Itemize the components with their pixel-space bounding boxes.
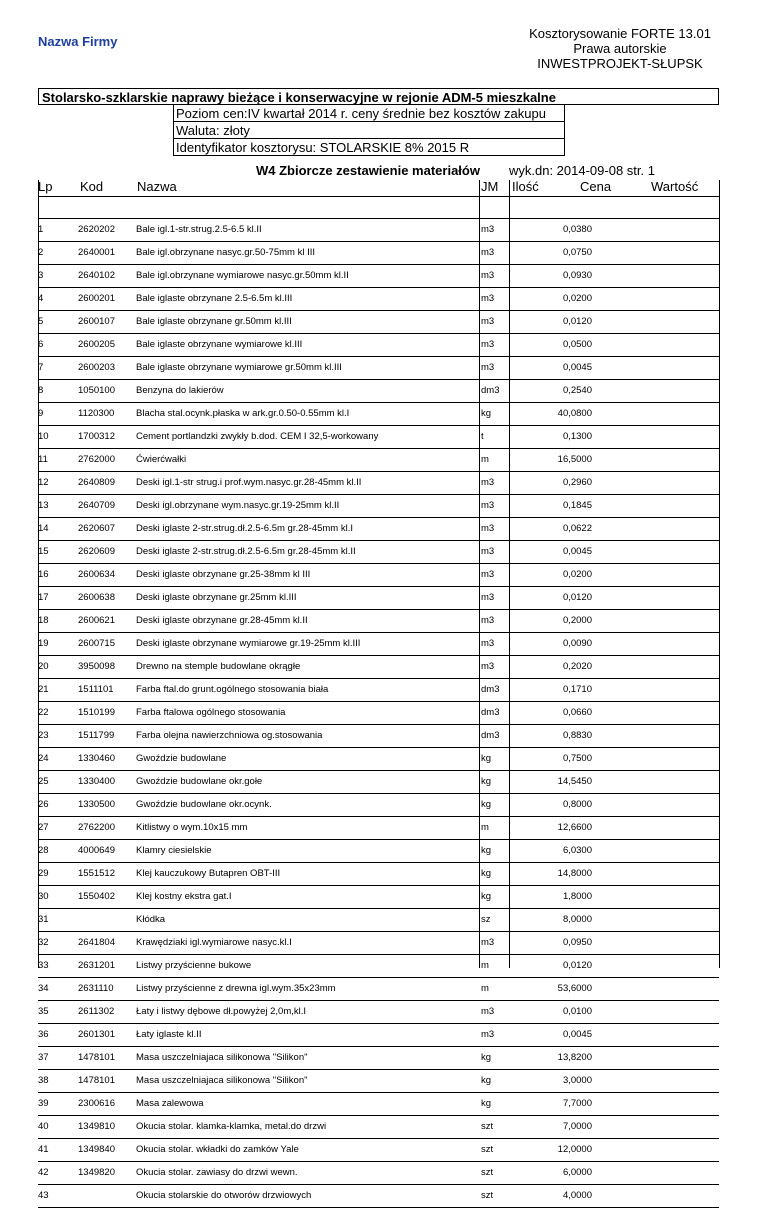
row-name: Okucia stolar. wkładki do zamków Yale — [136, 1144, 299, 1155]
table-row — [38, 218, 719, 241]
row-unit: m3 — [481, 1029, 495, 1040]
row-code: 2620202 — [78, 224, 115, 235]
row-code: 2640709 — [78, 500, 115, 511]
row-name: Bale iglaste obrzynane wymiarowe gr.50mm kl.III — [136, 362, 342, 373]
row-code: 2600205 — [78, 339, 115, 350]
row-code: 1330500 — [78, 799, 115, 810]
row-code: 1330400 — [78, 776, 115, 787]
row-unit: dm3 — [481, 707, 500, 718]
row-lp: 5 — [38, 316, 44, 327]
table-row — [38, 931, 719, 954]
table-row — [38, 908, 719, 931]
row-quantity: 0,0090 — [562, 638, 592, 649]
row-quantity: 6,0300 — [562, 845, 592, 856]
company-name: Nazwa Firmy — [38, 34, 118, 49]
row-name: Drewno na stemple budowlane okrągłe — [136, 661, 301, 672]
row-name: Deski iglaste 2-str.strug.dł.2.5-6.5m gr.28-45mm kl.II — [136, 546, 356, 557]
row-code: 1050100 — [78, 385, 115, 396]
row-quantity: 0,0045 — [562, 546, 592, 557]
row-quantity: 14,5450 — [557, 776, 592, 787]
row-name: Listwy przyścienne bukowe — [136, 960, 252, 971]
row-lp: 35 — [38, 1006, 49, 1017]
row-lp: 41 — [38, 1144, 49, 1155]
row-unit: m3 — [481, 615, 495, 626]
row-name: Bale iglaste obrzynane gr.50mm kl.III — [136, 316, 292, 327]
row-lp: 16 — [38, 569, 49, 580]
row-unit: m3 — [481, 477, 495, 488]
row-unit: kg — [481, 845, 492, 856]
row-quantity: 6,0000 — [562, 1167, 592, 1178]
row-code: 2300616 — [78, 1098, 115, 1109]
row-lp: 2 — [38, 247, 44, 258]
row-name: Bale iglaste obrzynane wymiarowe kl.III — [136, 339, 303, 350]
row-name: Kitlistwy o wym.10x15 mm — [136, 822, 248, 833]
row-quantity: 0,0120 — [562, 592, 592, 603]
row-name: Okucia stolarskie do otworów drzwiowych — [136, 1190, 312, 1201]
row-lp: 32 — [38, 937, 49, 948]
row-code: 2600715 — [78, 638, 115, 649]
table-row — [38, 862, 719, 885]
row-unit: dm3 — [481, 684, 500, 695]
row-unit: dm3 — [481, 385, 500, 396]
row-quantity: 12,6600 — [557, 822, 592, 833]
table-row — [38, 264, 719, 287]
row-name: Deski iglaste obrzynane wymiarowe gr.19-25mm kl.III — [136, 638, 361, 649]
row-quantity: 8,0000 — [562, 914, 592, 925]
row-name: Bale igl.obrzynane nasyc.gr.50-75mm kl III — [136, 247, 316, 258]
row-lp: 18 — [38, 615, 49, 626]
row-code: 2600201 — [78, 293, 115, 304]
row-code: 1511799 — [78, 730, 115, 741]
row-lp: 30 — [38, 891, 49, 902]
row-unit: kg — [481, 408, 492, 419]
estimate-id-info: Identyfikator kosztorysu: STOLARSKIE 8% 2015 R — [173, 139, 565, 156]
table-row — [38, 701, 719, 724]
row-unit: m — [481, 822, 489, 833]
row-lp: 1 — [38, 224, 44, 235]
table-row — [38, 678, 719, 701]
row-code: 2640001 — [78, 247, 115, 258]
table-row — [38, 563, 719, 586]
table-row — [38, 1161, 719, 1184]
row-quantity: 0,0200 — [562, 569, 592, 580]
row-lp: 36 — [38, 1029, 49, 1040]
row-quantity: 0,0950 — [562, 937, 592, 948]
date-page-line: wyk.dn: 2014-09-08 str. 1 — [509, 163, 655, 178]
row-name: Klamry ciesielskie — [136, 845, 212, 856]
table-row — [38, 333, 719, 356]
row-unit: m3 — [481, 500, 495, 511]
row-quantity: 0,0930 — [562, 270, 592, 281]
row-name: Okucia stolar. zawiasy do drzwi wewn. — [136, 1167, 298, 1178]
table-row — [38, 724, 719, 747]
row-unit: m3 — [481, 1006, 495, 1017]
row-unit: dm3 — [481, 730, 500, 741]
row-name: Benzyna do lakierów — [136, 385, 224, 396]
row-lp: 13 — [38, 500, 49, 511]
row-lp: 43 — [38, 1190, 49, 1201]
row-name: Krawędziaki igl.wymiarowe nasyc.kl.I — [136, 937, 292, 948]
row-unit: m3 — [481, 362, 495, 373]
row-name: Łaty i listwy dębowe dł.powyżej 2,0m,kl.I — [136, 1006, 307, 1017]
row-name: Masa zalewowa — [136, 1098, 204, 1109]
software-line: INWESTPROJEKT-SŁUPSK — [537, 56, 703, 71]
row-name: Deski iglaste obrzynane gr.25mm kl.III — [136, 592, 297, 603]
row-code: 2600203 — [78, 362, 115, 373]
row-code: 1120300 — [78, 408, 115, 419]
table-row — [38, 885, 719, 908]
row-name: Okucia stolar. klamka-klamka, metal.do drzwi — [136, 1121, 327, 1132]
table-row — [38, 471, 719, 494]
row-unit: m — [481, 960, 489, 971]
row-unit: m3 — [481, 592, 495, 603]
row-code: 2620607 — [78, 523, 115, 534]
row-quantity: 7,7000 — [562, 1098, 592, 1109]
row-unit: m3 — [481, 661, 495, 672]
row-quantity: 0,0120 — [562, 960, 592, 971]
row-code: 1510199 — [78, 707, 115, 718]
table-row — [38, 425, 719, 448]
row-lp: 23 — [38, 730, 49, 741]
row-lp: 6 — [38, 339, 44, 350]
software-line: Prawa autorskie — [573, 41, 667, 56]
col-header-cena: Cena — [580, 179, 612, 194]
row-lp: 3 — [38, 270, 44, 281]
row-name: Deski igl.obrzynane wym.nasyc.gr.19-25mm kl.II — [136, 500, 340, 511]
row-lp: 39 — [38, 1098, 49, 1109]
row-unit: m3 — [481, 293, 495, 304]
section-title: W4 Zbiorcze zestawienie materiałów — [256, 163, 480, 178]
row-quantity: 0,0045 — [562, 1029, 592, 1040]
row-lp: 20 — [38, 661, 49, 672]
materials-table — [38, 218, 719, 1208]
row-quantity: 0,2960 — [562, 477, 592, 488]
row-name: Łaty iglaste kl.II — [136, 1029, 202, 1040]
row-lp: 17 — [38, 592, 49, 603]
row-lp: 26 — [38, 799, 49, 810]
row-unit: m3 — [481, 546, 495, 557]
table-row — [38, 1069, 719, 1092]
row-unit: kg — [481, 1052, 492, 1063]
row-unit: szt — [481, 1167, 494, 1178]
row-quantity: 13,8200 — [557, 1052, 592, 1063]
row-name: Kłódka — [136, 914, 166, 925]
row-lp: 19 — [38, 638, 49, 649]
table-row — [38, 494, 719, 517]
row-quantity: 0,1300 — [562, 431, 592, 442]
row-name: Gwoździe budowlane okr.gołe — [136, 776, 263, 787]
row-lp: 34 — [38, 983, 49, 994]
table-row — [38, 287, 719, 310]
row-lp: 15 — [38, 546, 49, 557]
row-code: 2762000 — [78, 454, 115, 465]
row-unit: m3 — [481, 638, 495, 649]
row-code: 1550402 — [78, 891, 115, 902]
row-unit: m3 — [481, 316, 495, 327]
row-quantity: 3,0000 — [562, 1075, 592, 1086]
row-name: Ćwierćwałki — [136, 454, 187, 465]
row-unit: szt — [481, 1190, 494, 1201]
row-lp: 25 — [38, 776, 49, 787]
col-header-lp: Lp — [38, 179, 53, 194]
row-unit: kg — [481, 868, 492, 879]
row-unit: kg — [481, 799, 492, 810]
table-row — [38, 1138, 719, 1161]
row-quantity: 53,6000 — [557, 983, 592, 994]
row-unit: m3 — [481, 937, 495, 948]
row-unit: szt — [481, 1121, 494, 1132]
table-row — [38, 632, 719, 655]
row-name: Farba olejna nawierzchniowa og.stosowania — [136, 730, 323, 741]
row-code: 1551512 — [78, 868, 115, 879]
row-quantity: 0,0200 — [562, 293, 592, 304]
row-code: 1478101 — [78, 1075, 115, 1086]
col-header-jm: JM — [481, 179, 499, 194]
row-name: Bale igl.1-str.strug.2.5-6.5 kl.II — [136, 224, 262, 235]
table-row — [38, 540, 719, 563]
row-code: 1349840 — [78, 1144, 115, 1155]
table-row — [38, 517, 719, 540]
row-unit: m — [481, 454, 489, 465]
table-row — [38, 1046, 719, 1069]
row-name: Deski igl.1-str strug.i prof.wym.nasyc.gr.28-45mm kl.II — [136, 477, 362, 488]
row-unit: kg — [481, 1075, 492, 1086]
row-unit: m3 — [481, 247, 495, 258]
row-code: 3950098 — [78, 661, 115, 672]
row-quantity: 4,0000 — [562, 1190, 592, 1201]
col-header-kod: Kod — [80, 179, 104, 194]
row-name: Masa uszczelniajaca silikonowa "Silikon" — [136, 1075, 308, 1086]
price-level-info: Poziom cen:IV kwartał 2014 r. ceny średnie bez kosztów zakupu — [173, 105, 565, 122]
software-line: Kosztorysowanie FORTE 13.01 — [529, 26, 711, 41]
table-row — [38, 1184, 719, 1208]
table-row — [38, 241, 719, 264]
table-row — [38, 379, 719, 402]
table-row — [38, 310, 719, 333]
row-quantity: 0,0500 — [562, 339, 592, 350]
row-name: Gwoździe budowlane — [136, 753, 227, 764]
row-unit: kg — [481, 776, 492, 787]
table-row — [38, 356, 719, 379]
row-unit: kg — [481, 753, 492, 764]
row-unit: m3 — [481, 523, 495, 534]
row-name: Listwy przyścienne z drewna igl.wym.35x23mm — [136, 983, 336, 994]
row-lp: 24 — [38, 753, 49, 764]
table-row — [38, 402, 719, 425]
table-row — [38, 793, 719, 816]
col-header-ilosc: Ilość — [512, 179, 539, 194]
row-code: 2640102 — [78, 270, 115, 281]
row-name: Deski iglaste obrzynane gr.28-45mm kl.II — [136, 615, 308, 626]
row-quantity: 0,0100 — [562, 1006, 592, 1017]
table-row — [38, 1115, 719, 1138]
row-unit: m3 — [481, 569, 495, 580]
row-quantity: 0,2020 — [562, 661, 592, 672]
row-lp: 33 — [38, 960, 49, 971]
row-name: Bale igl.obrzynane wymiarowe nasyc.gr.50mm kl.II — [136, 270, 349, 281]
row-quantity: 0,0120 — [562, 316, 592, 327]
row-name: Deski iglaste 2-str.strug.dł.2.5-6.5m gr.28-45mm kl.I — [136, 523, 353, 534]
row-name: Bale iglaste obrzynane 2.5-6.5m kl.III — [136, 293, 293, 304]
table-row — [38, 954, 719, 977]
table-row — [38, 655, 719, 678]
row-name: Klej kostny ekstra gat.I — [136, 891, 232, 902]
row-lp: 28 — [38, 845, 49, 856]
row-lp: 31 — [38, 914, 49, 925]
row-quantity: 0,8830 — [562, 730, 592, 741]
row-quantity: 16,5000 — [557, 454, 592, 465]
row-lp: 11 — [38, 454, 48, 465]
row-unit: szt — [481, 1144, 494, 1155]
row-lp: 37 — [38, 1052, 49, 1063]
row-quantity: 0,2000 — [562, 615, 592, 626]
row-quantity: 14,8000 — [557, 868, 592, 879]
row-quantity: 40,0800 — [557, 408, 592, 419]
table-row — [38, 816, 719, 839]
row-code: 1511101 — [78, 684, 114, 695]
row-name: Klej kauczukowy Butapren OBT-III — [136, 868, 281, 879]
table-row — [38, 1000, 719, 1023]
row-lp: 29 — [38, 868, 49, 879]
estimate-title: Stolarsko-szklarskie naprawy bieżące i konserwacyjne w rejonie ADM-5 mieszkalne — [38, 88, 719, 105]
row-code: 2631110 — [78, 983, 114, 994]
row-lp: 7 — [38, 362, 44, 373]
row-name: Farba ftalowa ogólnego stosowania — [136, 707, 286, 718]
row-name: Farba ftal.do grunt.ogólnego stosowania biała — [136, 684, 329, 695]
row-quantity: 7,0000 — [562, 1121, 592, 1132]
row-lp: 21 — [38, 684, 49, 695]
table-row — [38, 586, 719, 609]
row-code: 2640809 — [78, 477, 115, 488]
software-info — [490, 26, 750, 71]
row-lp: 8 — [38, 385, 44, 396]
row-code: 1700312 — [78, 431, 115, 442]
row-quantity: 12,0000 — [557, 1144, 592, 1155]
row-code: 2762200 — [78, 822, 115, 833]
row-name: Masa uszczelniajaca silikonowa "Silikon" — [136, 1052, 308, 1063]
row-quantity: 0,0622 — [562, 523, 592, 534]
row-unit: m3 — [481, 339, 495, 350]
row-code: 1349810 — [78, 1121, 115, 1132]
row-quantity: 0,1710 — [562, 684, 592, 695]
table-row — [38, 609, 719, 632]
row-lp: 38 — [38, 1075, 49, 1086]
col-header-nazwa: Nazwa — [137, 179, 177, 194]
table-row — [38, 977, 719, 1000]
row-lp: 9 — [38, 408, 44, 419]
header-divider — [38, 196, 719, 197]
currency-info: Waluta: złoty — [173, 122, 565, 139]
row-code: 2641804 — [78, 937, 115, 948]
row-code: 2600107 — [78, 316, 115, 327]
row-quantity: 0,7500 — [562, 753, 592, 764]
row-name: Cement portlandzki zwykły b.dod. CEM I 32,5-workowany — [136, 431, 379, 442]
row-unit: m — [481, 983, 489, 994]
row-code: 2600634 — [78, 569, 115, 580]
table-row — [38, 770, 719, 793]
row-name: Blacha stal.ocynk.płaska w ark.gr.0.50-0.55mm kl.I — [136, 408, 350, 419]
row-quantity: 0,1845 — [562, 500, 592, 511]
row-lp: 14 — [38, 523, 49, 534]
row-code: 2601301 — [78, 1029, 115, 1040]
table-row — [38, 747, 719, 770]
row-quantity: 0,0380 — [562, 224, 592, 235]
row-lp: 4 — [38, 293, 44, 304]
row-quantity: 0,2540 — [562, 385, 592, 396]
row-name: Gwoździe budowlane okr.ocynk. — [136, 799, 272, 810]
row-lp: 42 — [38, 1167, 49, 1178]
row-quantity: 0,0660 — [562, 707, 592, 718]
row-quantity: 0,8000 — [562, 799, 592, 810]
table-row — [38, 839, 719, 862]
row-code: 1478101 — [78, 1052, 115, 1063]
row-lp: 12 — [38, 477, 49, 488]
row-unit: kg — [481, 891, 492, 902]
col-header-wartosc: Wartość — [651, 179, 699, 194]
row-code: 2600638 — [78, 592, 115, 603]
row-code: 2620609 — [78, 546, 115, 557]
row-code: 1349820 — [78, 1167, 115, 1178]
table-border-right — [719, 180, 720, 968]
row-unit: sz — [481, 914, 491, 925]
row-lp: 40 — [38, 1121, 49, 1132]
row-code: 4000649 — [78, 845, 115, 856]
row-lp: 10 — [38, 431, 49, 442]
table-row — [38, 1092, 719, 1115]
table-row — [38, 448, 719, 471]
row-lp: 22 — [38, 707, 49, 718]
row-code: 2631201 — [78, 960, 115, 971]
row-unit: m3 — [481, 270, 495, 281]
row-quantity: 0,0750 — [562, 247, 592, 258]
row-quantity: 1,8000 — [562, 891, 592, 902]
row-lp: 27 — [38, 822, 49, 833]
row-unit: t — [481, 431, 484, 442]
row-name: Deski iglaste obrzynane gr.25-38mm kl III — [136, 569, 311, 580]
row-code: 2600621 — [78, 615, 115, 626]
row-quantity: 0,0045 — [562, 362, 592, 373]
row-unit: kg — [481, 1098, 492, 1109]
row-code: 2611302 — [78, 1006, 115, 1017]
table-row — [38, 1023, 719, 1046]
row-unit: m3 — [481, 224, 495, 235]
row-code: 1330460 — [78, 753, 115, 764]
